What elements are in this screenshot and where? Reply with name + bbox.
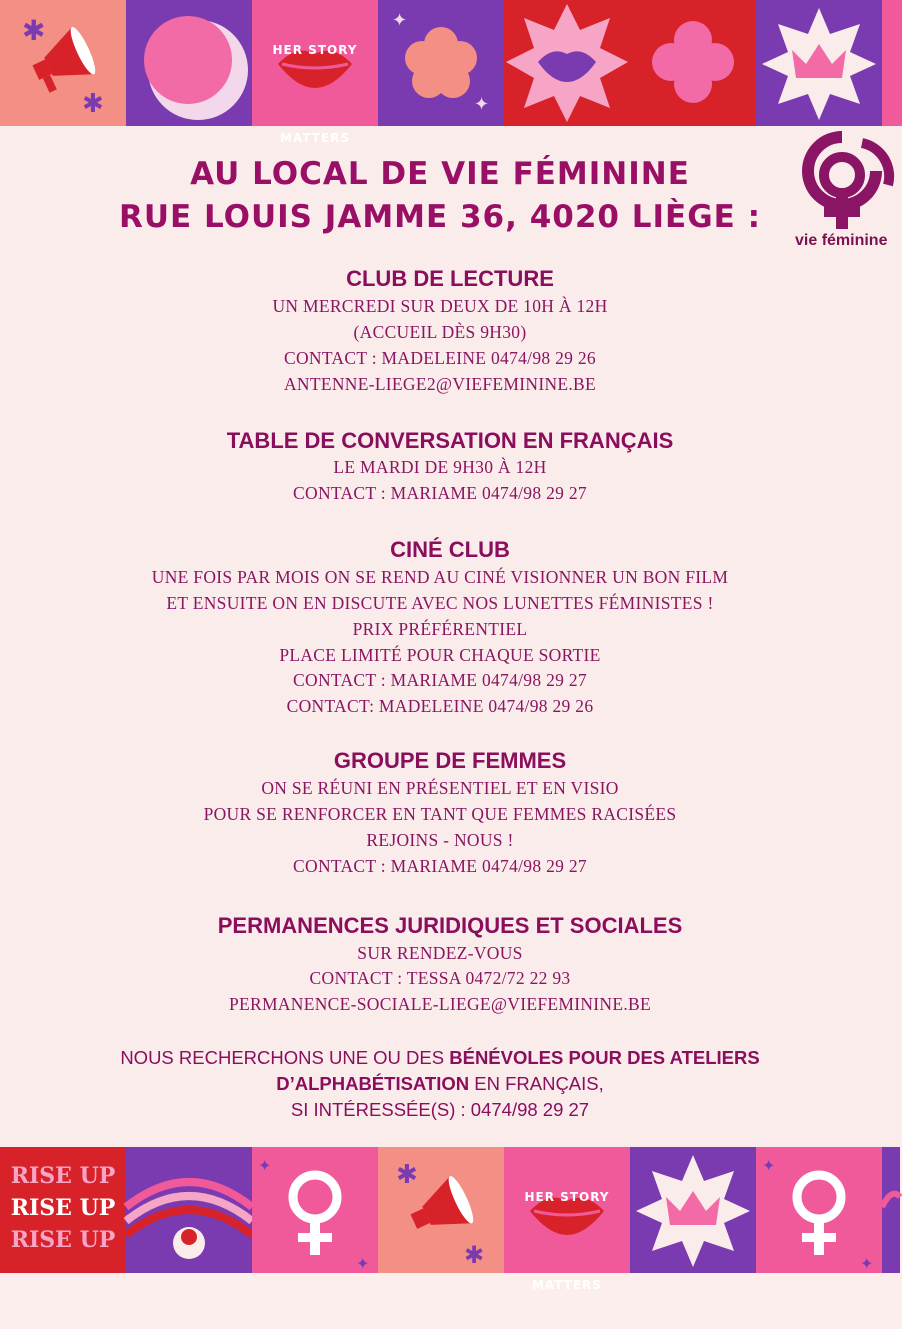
megaphone-icon: [378, 1147, 504, 1273]
her-story-label: HER STORY MATTERS: [272, 43, 358, 145]
crown-icon: [756, 0, 882, 126]
section-title-permanences: PERMANENCES JURIDIQUES ET SOCIALES: [217, 913, 683, 938]
megaphone-icon: [0, 0, 126, 126]
section-line: UN MERCREDI SUR DEUX DE 10H À 12H: [272, 296, 608, 316]
section-line: CONTACT : MARIAME 0474/98 29 27: [293, 670, 587, 690]
her-story-tile: [252, 0, 378, 145]
logo-label: vie féminine: [795, 232, 888, 249]
section-title-club-lecture: CLUB DE LECTURE: [346, 266, 554, 291]
section-title-table-conversation: TABLE DE CONVERSATION EN FRANÇAIS: [226, 428, 674, 453]
section-line: REJOINS - NOUS !: [366, 830, 514, 850]
section-line: CONTACT: MADELEINE 0474/98 29 26: [286, 696, 594, 716]
volunteer-text: EN FRANÇAIS,: [469, 1073, 604, 1094]
section-line: (ACCUEIL DÈS 9H30): [353, 322, 527, 342]
volunteer-line-2: [0, 1073, 880, 1095]
crown-tile: [756, 0, 882, 126]
pink-flower-tile: [630, 0, 756, 126]
megaphone-tile-2: [378, 1147, 504, 1273]
her-story-tile-2: [504, 1147, 630, 1292]
her-story-label: HER STORY MATTERS: [524, 1190, 610, 1292]
lips-burst-tile: [504, 0, 630, 126]
svg-text:✦: ✦: [356, 1254, 370, 1273]
svg-text:✱: ✱: [464, 1241, 485, 1269]
venus-tile-2: [756, 1147, 882, 1273]
svg-text:✦: ✦: [392, 10, 408, 31]
svg-text:✦: ✦: [474, 94, 490, 115]
venus-icon: [252, 1147, 378, 1273]
flower-tile: [378, 0, 504, 126]
crown-icon: [630, 1147, 756, 1273]
section-line: ET ENSUITE ON EN DISCUTE AVEC NOS LUNETTES FÉMINISTES !: [166, 593, 714, 613]
flower-icon: [630, 0, 756, 126]
venus-icon: [756, 1147, 882, 1273]
moon-tile: [126, 0, 252, 126]
volunteer-line-1: [0, 1047, 880, 1069]
headline-address: RUE LOUIS JAMME 36, 4020 LIÈGE :: [118, 199, 762, 235]
svg-text:✦: ✦: [860, 1254, 874, 1273]
moon-icon: [126, 0, 252, 126]
rainbow-icon: [126, 1147, 252, 1273]
rise-up-line: RISE UP: [10, 1163, 116, 1189]
rise-up-tile: [0, 1147, 126, 1273]
section-line: LE MARDI DE 9H30 À 12H: [333, 457, 547, 477]
rise-up-line: RISE UP: [10, 1227, 116, 1253]
venus-tile-1: [252, 1147, 378, 1273]
headline-location: AU LOCAL DE VIE FÉMININE: [190, 156, 690, 192]
flower-icon: [378, 0, 504, 126]
svg-text:✱: ✱: [22, 14, 46, 47]
section-email[interactable]: PERMANENCE-SOCIALE-LIEGE@VIEFEMININE.BE: [228, 994, 651, 1014]
crown-tile-2: [630, 1147, 756, 1273]
section-line: UNE FOIS PAR MOIS ON SE REND AU CINÉ VISIONNER UN BON FILM: [151, 567, 729, 587]
bottom-decor-band: [0, 1147, 900, 1292]
section-title-groupe-femmes: GROUPE DE FEMMES: [333, 748, 567, 773]
edge-tile: [882, 1147, 900, 1273]
section-line: PLACE LIMITÉ POUR CHAQUE SORTIE: [279, 645, 601, 665]
lips-burst-icon: [504, 0, 630, 126]
svg-text:✦: ✦: [258, 1156, 272, 1175]
section-line: PRIX PRÉFÉRENTIEL: [352, 619, 528, 639]
section-line: CONTACT : TESSA 0472/72 22 93: [309, 968, 571, 988]
volunteer-text: NOUS RECHERCHONS UNE OU DES: [120, 1047, 450, 1068]
rise-up-line: RISE UP: [10, 1195, 116, 1221]
section-line: CONTACT : MARIAME 0474/98 29 27: [293, 856, 587, 876]
megaphone-tile: [0, 0, 126, 126]
section-line: CONTACT : MARIAME 0474/98 29 27: [293, 483, 587, 503]
svg-text:✦: ✦: [762, 1156, 776, 1175]
svg-text:✱: ✱: [82, 89, 104, 119]
volunteer-highlight: D’ALPHABÉTISATION: [276, 1073, 470, 1094]
edge-tile: [882, 0, 902, 126]
section-title-cine-club: CINÉ CLUB: [390, 537, 510, 562]
section-line: POUR SE RENFORCER EN TANT QUE FEMMES RACISÉES: [203, 804, 677, 824]
section-line: CONTACT : MADELEINE 0474/98 29 26: [284, 348, 596, 368]
rainbow-tile: [126, 1147, 252, 1273]
top-decor-band: [0, 0, 900, 145]
section-email[interactable]: ANTENNE-LIEGE2@VIEFEMININE.BE: [283, 374, 597, 394]
svg-text:✱: ✱: [396, 1160, 418, 1190]
volunteer-line-3: SI INTÉRESSÉE(S) : 0474/98 29 27: [290, 1099, 590, 1120]
volunteer-highlight: BÉNÉVOLES POUR DES ATELIERS: [449, 1047, 760, 1068]
section-line: ON SE RÉUNI EN PRÉSENTIEL ET EN VISIO: [261, 778, 619, 798]
section-line: SUR RENDEZ-VOUS: [357, 943, 523, 963]
